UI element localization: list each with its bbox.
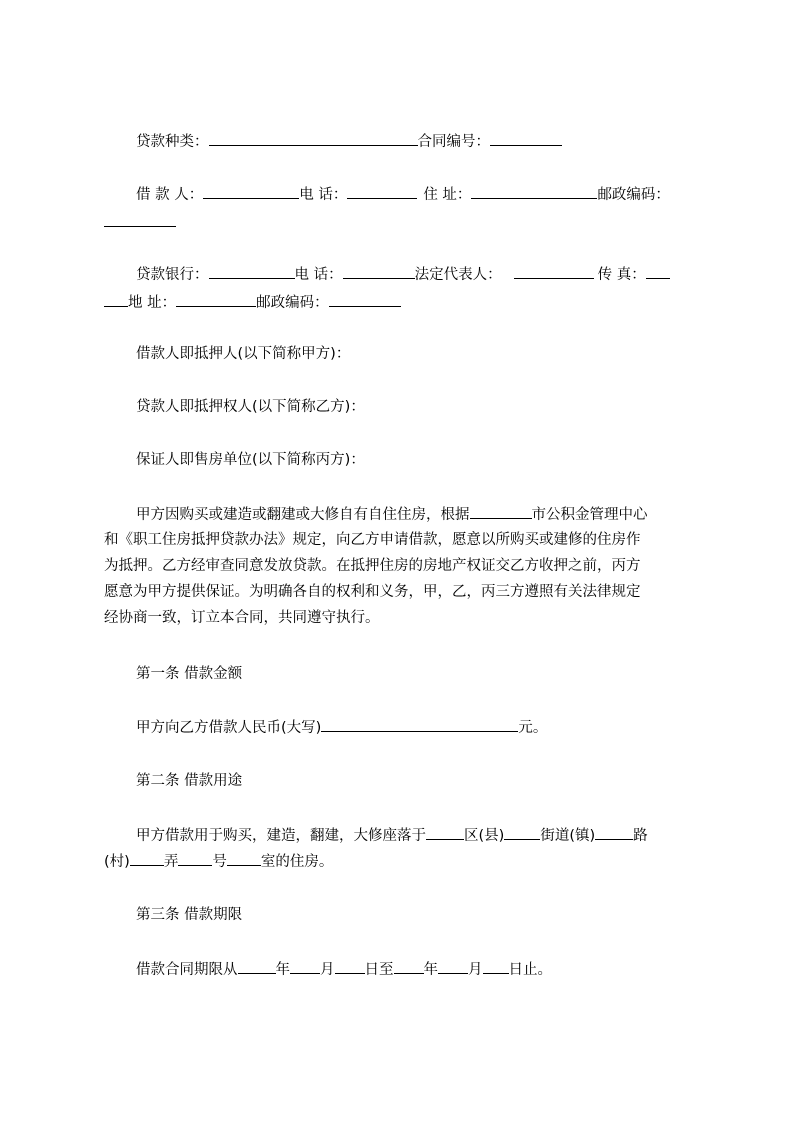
term-text-month-2: 月 <box>468 962 483 978</box>
location-blank-5 <box>178 851 212 866</box>
preamble-line-3: 为抵押。乙方经审查同意发放贷款。在抵押住房的房地产权证交乙方收押之前，丙方 <box>104 558 641 574</box>
bank-address-line <box>104 292 401 314</box>
article-1-title: 第一条 借款金额 <box>136 666 243 682</box>
amount-blank <box>321 717 518 732</box>
borrower-address-blank <box>471 184 597 199</box>
city-blank <box>470 504 532 519</box>
term-text-month-1: 月 <box>320 962 335 978</box>
party-a: 借款人即抵押人(以下简称甲方)： <box>136 346 351 362</box>
fax-blank-b <box>104 292 128 307</box>
bank-phone-blank <box>343 264 415 279</box>
term-text-year-2: 年 <box>423 962 438 978</box>
loan-type-blank <box>209 131 418 146</box>
preamble-line-4: 愿意为甲方提供保证。为明确各自的权利和义务，甲，乙，丙三方遵照有关法律规定 <box>104 584 641 600</box>
end-month-blank <box>438 959 468 974</box>
end-year-blank <box>394 959 424 974</box>
bank-postcode-blank <box>329 292 401 307</box>
location-blank-2 <box>504 825 540 840</box>
party-b: 贷款人即抵押权人(以下简称乙方)： <box>136 399 365 415</box>
article-1-text-a: 甲方向乙方借款人民币(大写) <box>136 720 322 736</box>
legal-rep-blank <box>514 264 594 279</box>
preamble-line-2: 和《职工住房抵押贷款办法》规定，向乙方申请借款，愿意以所购买或建修的住房作 <box>104 532 641 548</box>
road-text: 路 <box>633 828 648 844</box>
term-text-day-to: 日至 <box>364 962 394 978</box>
borrower-label: 借 款 人： <box>136 187 204 203</box>
bank-label: 贷款银行： <box>136 267 209 283</box>
location-blank-6 <box>227 851 261 866</box>
borrower-address-label: 住 址： <box>423 187 472 203</box>
preamble-line-5: 经协商一致，订立本合同，共同遵守执行。 <box>104 610 380 626</box>
contract-no-label: 合同编号： <box>417 134 490 150</box>
borrower-phone-label: 电 话： <box>299 187 348 203</box>
street-text: 街道(镇) <box>540 828 596 844</box>
legal-rep-label: 法定代表人： <box>414 267 502 283</box>
room-text: 室的住房。 <box>260 854 334 870</box>
bank-blank <box>209 264 295 279</box>
bank-phone-label: 电 话： <box>294 267 343 283</box>
borrower-postcode-blank <box>104 212 176 227</box>
fax-label: 传 真： <box>597 267 646 283</box>
village-text: (村) <box>104 854 130 870</box>
fax-blank-a <box>646 264 670 279</box>
term-text-year-1: 年 <box>275 962 290 978</box>
preamble-line-1 <box>136 504 648 526</box>
district-text: 区(县) <box>464 828 505 844</box>
term-text-from: 借款合同期限从 <box>136 962 238 978</box>
preamble-text-1a: 甲方因购买或建造或翻建或大修自有自住住房，根据 <box>136 507 470 523</box>
start-month-blank <box>290 959 320 974</box>
article-2-line-2 <box>104 851 333 873</box>
article-2-title: 第二条 借款用途 <box>136 773 243 789</box>
lane-text: 弄 <box>163 854 179 870</box>
term-text-end: 日止。 <box>508 962 552 978</box>
article-3-text <box>136 959 552 981</box>
location-blank-4 <box>130 851 164 866</box>
article-1-text <box>136 717 547 739</box>
loan-type-line <box>136 131 562 153</box>
article-3-title: 第三条 借款期限 <box>136 907 243 923</box>
borrower-phone-blank <box>347 184 417 199</box>
borrower-postcode-label: 邮政编码： <box>597 187 670 203</box>
bank-postcode-label: 邮政编码： <box>256 295 329 311</box>
borrower-blank <box>203 184 299 199</box>
location-blank-1 <box>426 825 464 840</box>
article-2-text-a: 甲方借款用于购买，建造，翻建，大修座落于 <box>136 828 426 844</box>
bank-address-blank <box>176 292 256 307</box>
start-year-blank <box>238 959 276 974</box>
party-c: 保证人即售房单位(以下简称丙方)： <box>136 452 365 468</box>
number-text: 号 <box>212 854 227 870</box>
location-blank-3 <box>595 825 633 840</box>
borrower-postcode-line <box>104 212 176 234</box>
start-day-blank <box>335 959 365 974</box>
article-1-text-b: 元。 <box>518 720 548 736</box>
loan-type-label: 贷款种类： <box>136 134 209 150</box>
end-day-blank <box>483 959 509 974</box>
bank-line <box>136 264 670 286</box>
article-2-line-1 <box>136 825 648 847</box>
borrower-line <box>136 184 670 206</box>
bank-address-label: 地 址： <box>128 295 177 311</box>
contract-no-blank <box>490 131 562 146</box>
preamble-text-1b: 市公积金管理中心 <box>531 507 648 523</box>
